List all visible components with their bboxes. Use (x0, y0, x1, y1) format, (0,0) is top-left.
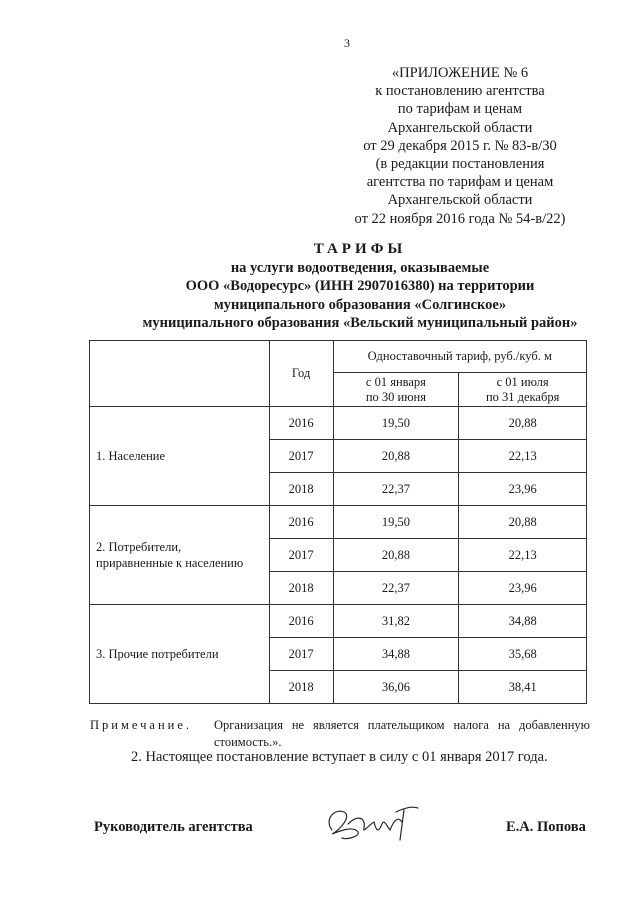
signatory-position: Руководитель агентства (94, 819, 253, 835)
year-cell: 2017 (269, 440, 333, 473)
appendix-line: от 29 декабря 2015 г. № 83-в/30 (363, 137, 557, 154)
tariff-h2-cell: 20,88 (459, 407, 587, 440)
tariff-h2-cell: 34,88 (459, 605, 587, 638)
header-year: Год (269, 341, 333, 407)
note-text-line1: Организация не является плательщиком налога на добавленную (214, 718, 590, 732)
year-cell: 2018 (269, 671, 333, 704)
tariff-h2-cell: 38,41 (459, 671, 587, 704)
header-period-1: с 01 января по 30 июня (333, 373, 459, 407)
header-tariff: Одноставочный тариф, руб./куб. м (333, 341, 586, 373)
tariff-h1-cell: 22,37 (333, 473, 459, 506)
header-period-2: с 01 июля по 31 декабря (459, 373, 587, 407)
year-cell: 2016 (269, 407, 333, 440)
title-line: на услуги водоотведения, оказываемые (230, 259, 490, 276)
tariff-h2-cell: 35,68 (459, 638, 587, 671)
year-cell: 2018 (269, 473, 333, 506)
tariff-h1-cell: 20,88 (333, 440, 459, 473)
table-row (90, 407, 587, 440)
tariff-h1-cell: 22,37 (333, 572, 459, 605)
appendix-line: от 22 ноября 2016 года № 54-в/22) (354, 210, 566, 227)
appendix-line: агентства по тарифам и ценам (366, 174, 554, 191)
year-cell: 2017 (269, 638, 333, 671)
table-row (90, 605, 587, 638)
document-title (60, 240, 640, 333)
tariff-h1-cell: 19,50 (333, 407, 459, 440)
appendix-line: Архангельской области (387, 119, 533, 136)
tariff-h1-cell: 34,88 (333, 638, 459, 671)
note-text-line2: стоимость.». (214, 735, 282, 749)
appendix-line: по тарифам и ценам (397, 101, 523, 118)
tariff-h2-cell: 22,13 (459, 440, 587, 473)
category-cell: 3. Прочие потребители (90, 605, 270, 704)
tariff-h2-cell: 20,88 (459, 506, 587, 539)
note (90, 717, 590, 749)
tariffs-table (89, 340, 587, 704)
title-line: ООО «Водоресурс» (ИНН 2907016380) на территории (185, 278, 535, 294)
appendix-header (340, 64, 580, 228)
tariff-h2-cell: 23,96 (459, 473, 587, 506)
tariff-h1-cell: 31,82 (333, 605, 459, 638)
table-row (90, 506, 587, 539)
tariff-h2-cell: 23,96 (459, 572, 587, 605)
category-cell: 2. Потребители, приравненные к населению (90, 506, 270, 605)
tariff-h2-cell: 22,13 (459, 539, 587, 572)
appendix-line: Архангельской области (387, 192, 533, 209)
effective-date-clause: 2. Настоящее постановление вступает в силу с 01 января 2017 года. (131, 749, 548, 765)
appendix-line: «ПРИЛОЖЕНИЕ № 6 (391, 65, 529, 81)
note-label: Примечание. (90, 718, 193, 732)
title-line: муниципального образования «Вельский муниципальный район» (142, 315, 578, 331)
title-line: муниципального образования «Солгинское» (213, 296, 507, 313)
year-cell: 2018 (269, 572, 333, 605)
year-cell: 2016 (269, 506, 333, 539)
tariff-h1-cell: 36,06 (333, 671, 459, 704)
tariff-h1-cell: 19,50 (333, 506, 459, 539)
category-cell: 1. Население (90, 407, 270, 506)
title-heading: ТАРИФЫ (313, 241, 407, 257)
year-cell: 2016 (269, 605, 333, 638)
handwritten-signature (318, 800, 428, 846)
page-number: 3 (344, 36, 350, 50)
tariff-h1-cell: 20,88 (333, 539, 459, 572)
appendix-line: к постановлению агентства (375, 83, 545, 100)
signatory-name: Е.А. Попова (506, 819, 586, 835)
header-empty-cell (90, 341, 270, 407)
appendix-line: (в редакции постановления (375, 156, 545, 173)
year-cell: 2017 (269, 539, 333, 572)
